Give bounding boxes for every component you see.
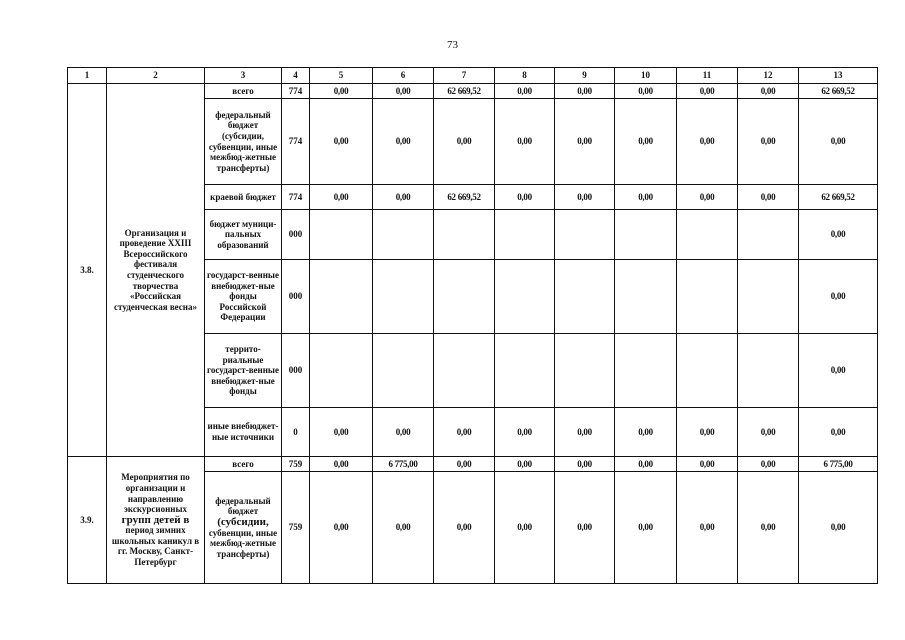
- value-cell: 0,00: [615, 99, 677, 185]
- value-cell: 0,00: [310, 84, 373, 99]
- col-header: 11: [677, 68, 738, 84]
- col-header: 2: [107, 68, 205, 84]
- value-cell: 62 669,52: [434, 185, 495, 210]
- value-cell: [555, 210, 615, 260]
- value-cell: 0,00: [310, 457, 373, 472]
- value-cell: 62 669,52: [434, 84, 495, 99]
- value-cell: [434, 260, 495, 334]
- value-cell: [373, 260, 434, 334]
- page-number: 73: [447, 39, 458, 51]
- funding-source-part: субвенции, иные межбюд-жетные трансферты): [208, 527, 278, 559]
- section-title: [107, 457, 205, 584]
- value-cell: 0,00: [799, 260, 878, 334]
- value-cell: 0,00: [373, 472, 434, 584]
- col-header: 4: [282, 68, 310, 84]
- col-header: 12: [738, 68, 799, 84]
- table-row: [68, 457, 878, 472]
- value-cell: [738, 260, 799, 334]
- value-cell: 0,00: [677, 472, 738, 584]
- value-cell: 0,00: [799, 408, 878, 457]
- value-cell: 0,00: [738, 99, 799, 185]
- section-title-part: период зимних школьных каникул в гг. Москву, Санкт-Петербург: [111, 525, 200, 568]
- value-cell: 62 669,52: [799, 84, 878, 99]
- col-header: 5: [310, 68, 373, 84]
- value-cell: 0,00: [495, 84, 555, 99]
- value-cell: 0,00: [495, 99, 555, 185]
- budget-code: 0: [282, 408, 310, 457]
- section-title-part: Мероприятия по организации и направлению экскурсионных: [121, 472, 190, 515]
- value-cell: 0,00: [615, 408, 677, 457]
- value-cell: 0,00: [738, 472, 799, 584]
- value-cell: [373, 210, 434, 260]
- value-cell: 0,00: [615, 84, 677, 99]
- col-header: 9: [555, 68, 615, 84]
- value-cell: [310, 334, 373, 408]
- value-cell: [434, 334, 495, 408]
- col-header: 13: [799, 68, 878, 84]
- budget-code: 759: [282, 457, 310, 472]
- col-header: 1: [68, 68, 107, 84]
- funding-source: террито-риальные государст-венные внебюджет-ные фонды: [205, 334, 282, 408]
- budget-code: 000: [282, 334, 310, 408]
- value-cell: [615, 260, 677, 334]
- section-title-part: групп детей в: [121, 513, 190, 526]
- value-cell: 6 775,00: [799, 457, 878, 472]
- value-cell: 0,00: [555, 84, 615, 99]
- value-cell: [495, 210, 555, 260]
- value-cell: 0,00: [677, 457, 738, 472]
- value-cell: 6 775,00: [373, 457, 434, 472]
- funding-source: краевой бюджет: [205, 185, 282, 210]
- funding-source: иные внебюджет-ные источники: [205, 408, 282, 457]
- value-cell: [495, 260, 555, 334]
- value-cell: 0,00: [615, 457, 677, 472]
- value-cell: 0,00: [434, 408, 495, 457]
- value-cell: 0,00: [495, 472, 555, 584]
- section-title: Организация и проведение XXIII Всероссийского фестиваля студенческого творчества «Российская студенческая весна»: [107, 84, 205, 457]
- value-cell: 0,00: [495, 457, 555, 472]
- value-cell: 0,00: [373, 99, 434, 185]
- budget-code: 000: [282, 210, 310, 260]
- value-cell: 0,00: [434, 472, 495, 584]
- value-cell: [495, 334, 555, 408]
- funding-source: бюджет муници-пальных образований: [205, 210, 282, 260]
- value-cell: 0,00: [555, 99, 615, 185]
- value-cell: 0,00: [738, 84, 799, 99]
- value-cell: 0,00: [310, 99, 373, 185]
- value-cell: 0,00: [677, 99, 738, 185]
- value-cell: 0,00: [555, 408, 615, 457]
- value-cell: 0,00: [434, 457, 495, 472]
- col-header: 10: [615, 68, 677, 84]
- value-cell: 0,00: [799, 210, 878, 260]
- funding-source: [205, 472, 282, 584]
- value-cell: 0,00: [373, 84, 434, 99]
- col-header: 6: [373, 68, 434, 84]
- col-header: 7: [434, 68, 495, 84]
- header-row: [68, 68, 878, 84]
- funding-source: государст-венные внебюджет-ные фонды Российской Федерации: [205, 260, 282, 334]
- value-cell: 0,00: [799, 472, 878, 584]
- value-cell: [555, 334, 615, 408]
- value-cell: [615, 334, 677, 408]
- value-cell: [310, 260, 373, 334]
- funding-source: федеральный бюджет (субсидии, субвенции, иные межбюд-жетные трансферты): [205, 99, 282, 185]
- table-row: [68, 84, 878, 99]
- value-cell: [677, 210, 738, 260]
- value-cell: 0,00: [738, 408, 799, 457]
- section-index: 3.8.: [68, 84, 107, 457]
- budget-code: 774: [282, 99, 310, 185]
- value-cell: 0,00: [738, 185, 799, 210]
- value-cell: 0,00: [799, 99, 878, 185]
- budget-table: [67, 67, 878, 584]
- budget-code: 774: [282, 185, 310, 210]
- value-cell: 0,00: [495, 408, 555, 457]
- value-cell: 0,00: [310, 472, 373, 584]
- value-cell: [677, 260, 738, 334]
- value-cell: 62 669,52: [799, 185, 878, 210]
- value-cell: 0,00: [555, 457, 615, 472]
- value-cell: [677, 334, 738, 408]
- value-cell: 0,00: [310, 185, 373, 210]
- value-cell: 0,00: [677, 408, 738, 457]
- value-cell: 0,00: [738, 457, 799, 472]
- value-cell: [434, 210, 495, 260]
- value-cell: [555, 260, 615, 334]
- value-cell: 0,00: [799, 334, 878, 408]
- value-cell: 0,00: [555, 185, 615, 210]
- funding-source: всего: [205, 84, 282, 99]
- value-cell: 0,00: [373, 185, 434, 210]
- value-cell: 0,00: [555, 472, 615, 584]
- value-cell: [738, 334, 799, 408]
- budget-code: 759: [282, 472, 310, 584]
- funding-source-part: (субсидии,: [217, 515, 269, 528]
- value-cell: 0,00: [615, 185, 677, 210]
- budget-code: 000: [282, 260, 310, 334]
- budget-code: 774: [282, 84, 310, 99]
- value-cell: 0,00: [310, 408, 373, 457]
- section-index: 3.9.: [68, 457, 107, 584]
- value-cell: 0,00: [677, 84, 738, 99]
- value-cell: 0,00: [677, 185, 738, 210]
- col-header: 3: [205, 68, 282, 84]
- value-cell: [373, 334, 434, 408]
- value-cell: [310, 210, 373, 260]
- funding-source: всего: [205, 457, 282, 472]
- value-cell: 0,00: [373, 408, 434, 457]
- funding-source-part: федеральный бюджет: [215, 495, 271, 517]
- value-cell: [615, 210, 677, 260]
- value-cell: 0,00: [434, 99, 495, 185]
- col-header: 8: [495, 68, 555, 84]
- value-cell: 0,00: [495, 185, 555, 210]
- value-cell: 0,00: [615, 472, 677, 584]
- value-cell: [738, 210, 799, 260]
